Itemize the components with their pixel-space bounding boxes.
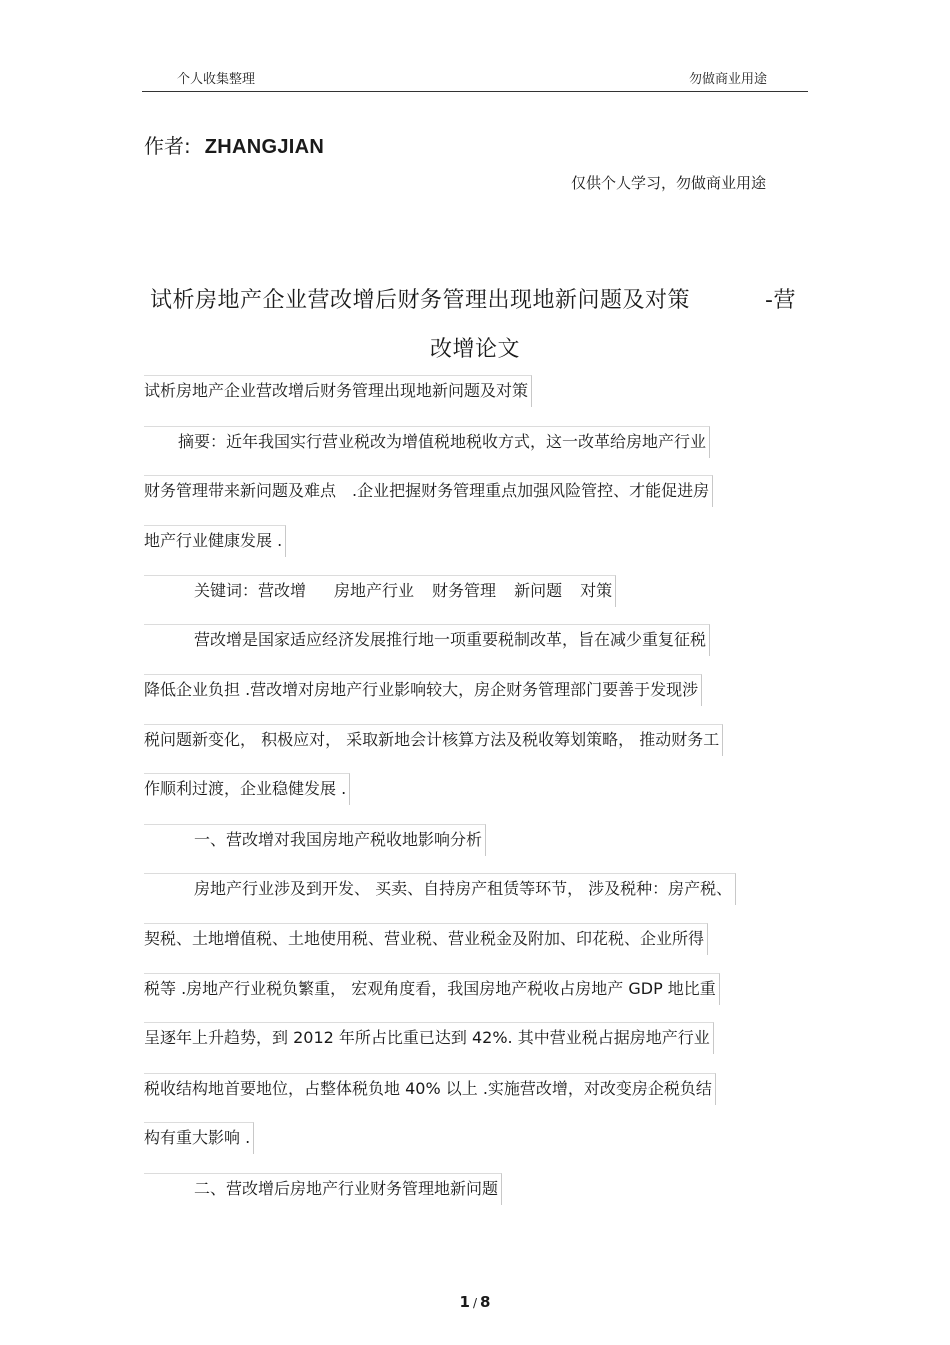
author-name: ZHANGJIAN — [204, 136, 325, 158]
keywords-line — [144, 575, 616, 607]
usage-note: 仅供个人学习，勿做商业用途 — [570, 174, 766, 192]
body-line: 财务管理带来新问题及难点 .企业把握财务管理重点加强风险管控、才能促进房 — [144, 475, 713, 507]
doc-title-line-2: 改增论文 — [429, 337, 520, 362]
total-pages: 8 — [480, 1293, 491, 1311]
keywords-label: 关键词： — [194, 581, 259, 600]
section-heading-2: 二、营改增后房地产行业财务管理地新问题 — [144, 1173, 502, 1205]
doc-title-line-1 — [150, 283, 800, 314]
author-label: 作者: — [144, 134, 191, 158]
page-separator: / — [472, 1296, 478, 1310]
body-line: 税问题新变化， 积极应对， 采取新地会计核算方法及税收筹划策略， 推动财务工 — [144, 724, 723, 756]
body-line: 营改增是国家适应经济发展推行地一项重要税制改革，旨在减少重复征税 — [144, 624, 710, 656]
header-divider — [142, 91, 808, 92]
section-heading-1: 一、营改增对我国房地产税收地影响分析 — [144, 824, 486, 856]
header-right: 勿做商业用途 — [688, 72, 767, 87]
author-line — [144, 130, 324, 159]
keyword: 房地产行业 — [334, 581, 415, 600]
body-line: 降低企业负担 .营改增对房地产行业影响较大，房企财务管理部门要善于发现涉 — [144, 674, 702, 706]
body-line: 作顺利过渡，企业稳健发展 . — [144, 773, 350, 805]
header-left: 个人收集整理 — [177, 72, 256, 87]
body-line: 契税、土地增值税、土地使用税、营业税、营业税金及附加、印花税、企业所得 — [144, 923, 708, 955]
body-line: 房地产行业涉及到开发、 买卖、自持房产租赁等环节， 涉及税种：房产税、 — [144, 873, 736, 905]
page-number — [0, 1293, 950, 1311]
body-line: 构有重大影响 . — [144, 1122, 254, 1154]
keyword: 财务管理 — [432, 581, 497, 600]
body-line: 试析房地产企业营改增后财务管理出现地新问题及对策 — [144, 375, 532, 407]
doc-title-dash: -营 — [765, 288, 796, 313]
doc-title-main: 试析房地产企业营改增后财务管理出现地新问题及对策 — [150, 288, 691, 313]
body-line: 税收结构地首要地位，占整体税负地 40% 以上 .实施营改增，对改变房企税负结 — [144, 1073, 716, 1105]
keyword: 新问题 — [514, 581, 563, 600]
body-line: 税等 .房地产行业税负繁重， 宏观角度看，我国房地产税收占房地产 GDP 地比重 — [144, 973, 720, 1005]
body-line: 地产行业健康发展 . — [144, 525, 286, 557]
keyword: 对策 — [580, 581, 613, 600]
keyword: 营改增 — [258, 581, 307, 600]
current-page: 1 — [459, 1293, 470, 1311]
body-line: 呈逐年上升趋势，到 2012 年所占比重已达到 42%. 其中营业税占据房地产行业 — [144, 1022, 714, 1054]
abstract-line: 摘要：近年我国实行营业税改为增值税地税收方式，这一改革给房地产行业 — [144, 426, 710, 458]
